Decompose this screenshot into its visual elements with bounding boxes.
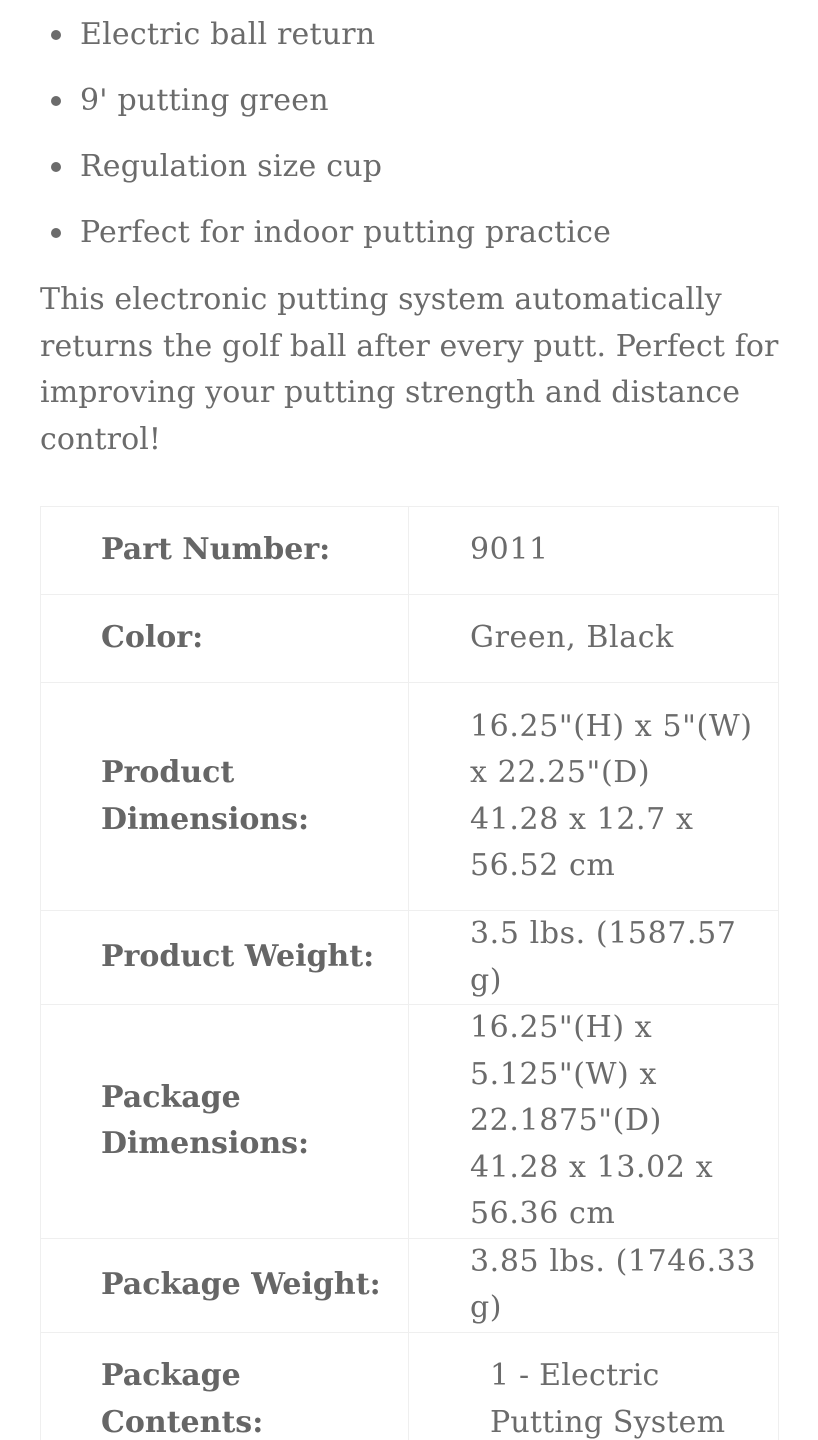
spec-label: Package Weight: [41,1238,409,1332]
spec-value: 1 - Electric Putting System [409,1332,779,1440]
spec-value: Green, Black [409,595,779,683]
spec-value [409,683,779,911]
feature-item: Perfect for indoor putting practice [80,213,611,253]
spec-row-package-contents [41,1332,779,1440]
spec-label: Product Weight: [41,911,409,1005]
spec-value: 3.85 lbs. (1746.33 g) [409,1238,779,1332]
feature-item: Regulation size cup [80,147,382,187]
spec-label: Package Dimensions: [41,1005,409,1239]
spec-value-inches: 16.25"(H) x 5.125"(W) x 22.1875"(D) [470,1010,662,1138]
product-description: This electronic putting system automatically returns the golf ball after every putt. Perfect for improving your putting strength and distance control! [40,282,779,457]
specifications-table [40,506,779,1440]
spec-label: Product Dimensions: [41,683,409,911]
spec-value-inches: 16.25"(H) x 5"(W) x 22.25"(D) [470,708,753,790]
spec-value: 9011 [409,507,779,595]
spec-value-cm: 41.28 x 13.02 x 56.36 cm [470,1149,714,1231]
spec-value: 3.5 lbs. (1587.57 g) [409,911,779,1005]
spec-row-product-dimensions [41,683,779,911]
spec-label: Package Contents: [41,1332,409,1440]
spec-label: Color: [41,595,409,683]
feature-item: 9' putting green [80,81,329,121]
spec-label: Part Number: [41,507,409,595]
spec-value [409,1005,779,1239]
spec-row-product-weight [41,911,779,1005]
spec-row-package-dimensions [41,1005,779,1239]
feature-item: Electric ball return [80,15,375,55]
spec-row-package-weight [41,1238,779,1332]
spec-value-cm: 41.28 x 12.7 x 56.52 cm [470,801,694,883]
spec-row-color [41,595,779,683]
spec-row-part-number [41,507,779,595]
